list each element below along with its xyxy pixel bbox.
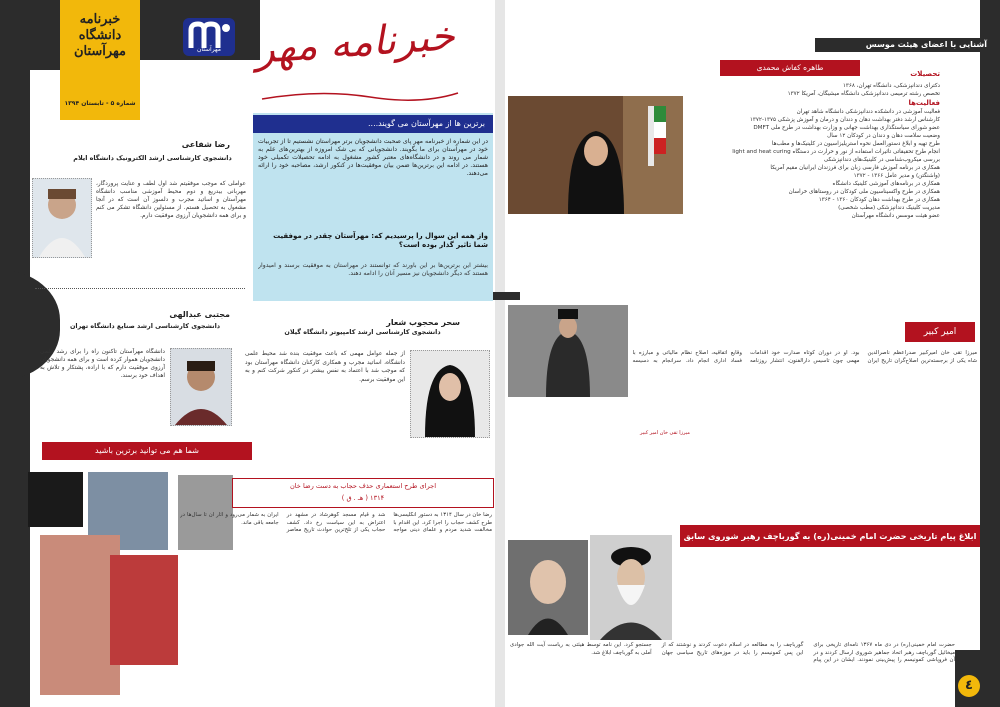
frame-right-edge <box>980 0 1000 707</box>
list-item: مدیریت کلینیک دندانپزشکی (مطب شخصی) <box>838 205 940 211</box>
faculty-photo <box>508 96 683 214</box>
list-item: بررسی میکروب‌شناسی در کلینیک‌های دندانپزشکی <box>823 157 940 163</box>
amir-title: امیر کبیر <box>905 322 975 342</box>
list-item: عضو شورای سیاستگذاری بهداشت جهانی و وزارت بهداشت در طرح ملی DMFT <box>753 125 940 131</box>
amir-photo <box>508 305 628 397</box>
imam-title: ابلاغ پیام تاریخی حضرت امام خمینی(ره) به گورباچف رهبر شوروی سابق <box>680 525 980 547</box>
list-item: (واشنگتن) و مدیر عامل ۱۳۶۶ - ۱۳۷۲ <box>853 173 940 179</box>
student-title: دانشجوی کارشناسی ارشد الکترونیک دانشگاه ایلام <box>73 154 232 162</box>
student-quote: عواملی که موجب موفقیتم شد اول لطف و عنایت پروردگار، مهربانی بیدریغ و دوم محیط آموزشی مناسب دانشگاه مهرآستان و اساتید مجرب و دلسوز آن است که در آنجا مشغول به تحصیل هستم. از مسئولین دانشگاه تشکر می کنم و برای همه دانشجویان آرزوی موفقیت دارم. <box>96 181 246 219</box>
list-item: تخصص رشته ترمیمی دندانپزشکی دانشگاه میشیگان، آمریکا ۱۳۷۲ <box>787 91 940 97</box>
edu-title: تحصیلات <box>910 70 940 78</box>
list-item: همکاری در طرح بهداشت دهان کودکان ۱۳۶۰ - ۱۳۶۴ <box>818 197 940 203</box>
faculty-section-title: آشنایی با اعضای هیئت موسس <box>815 38 995 52</box>
student-quote: دانشگاه مهرآستان تاکنون راه را برای رشد علمی دانشجویان هموار کرده است و برای همه دانشجویان آرزوی موفقیت دارم که با اراده، پشتکار و تلاش به اهداف خود برسند. <box>40 349 165 379</box>
list-item: همکاری در برنامه‌های آموزشی کلینیک دانشگاه <box>832 181 940 187</box>
list-item: انجام طرح تحقیقاتی تاثیرات استفاده از نور و حرارت در دستگاه light and heat curing <box>732 149 940 155</box>
list-item: وضعیت سلامت دهان و دندان در کودکان ۱۲ سال <box>827 133 940 139</box>
logo-text: مهرآستان <box>196 46 222 53</box>
student-name: رضا شفاعی <box>181 140 230 149</box>
news-body: رضا خان در سال ۱۳۱۴ به دستور انگلیسی‌ها طرح کشف حجاب را اجرا کرد. این اقدام با مخالفت شدید مردم و علمای دینی مواجه شد و قیام مسجد گوهرشاد در مشهد در اعتراض به این سیاست رخ داد. کشف حجاب یکی از تلخ‌ترین حوادث تاریخ معاصر ایران به شمار می‌رود و آثار آن تا سال‌ها در جامعه باقی ماند. <box>180 512 492 533</box>
news-date: ۱۳۱۴ ( هـ . ق ) <box>341 494 385 502</box>
masthead-issue: شماره ۵ - تابستان ۱۳۹۴ <box>64 100 136 107</box>
student-photo <box>410 350 490 438</box>
page-number: ٤ <box>965 678 973 693</box>
list-item: دکترای دندانپزشکی، دانشگاه تهران، ۱۳۶۸ <box>842 83 940 89</box>
faculty-list <box>690 82 940 272</box>
collage-image <box>40 535 120 695</box>
cta-banner: شما هم می توانید برترین باشید <box>42 442 252 460</box>
intro-body: در این شماره از خبرنامه مهر پای صحبت دانشجویان برتر مهرآستان نشستیم تا از تجربیات خود در مهرآستان برای ما بگویند. دانشجویانی که بی شک امروزه از بهترین‌های علم به شمار می روند و در دانشگاه‌های معتبر کشور مشغول به ادامه تحصیلات تکمیلی خود هستند. در ادامه این برترین‌ها ضمن بیان موفقیت‌ها در کنکور ارشد، مصاحبه خود را ارائه می‌دهند. <box>258 138 488 177</box>
amir-caption: میرزا تقی خان امیر کبیر <box>640 430 690 436</box>
imam-body: حضرت امام خمینی(ره) در دی ماه ۱۳۶۷ نامه‌ای تاریخی برای میخائیل گورباچف رهبر اتحاد جماهیر شوروی ارسال کردند و در آن فروپاشی کمونیسم را پیش‌بینی نمودند. ایشان در این پیام گورباچف را به مطالعه در اسلام دعوت کردند و نوشتند که از این پس کمونیسم را باید در موزه‌های تاریخ سیاسی جهان جستجو کرد. این نامه توسط هیئتی به ریاست آیت الله جوادی آملی به گورباچف ابلاغ شد. <box>510 642 955 664</box>
divider <box>35 288 245 289</box>
intro-header: برترین ها از مهرآستان می گویند.... <box>253 115 493 133</box>
list-item: عضو هیئت موسس دانشگاه مهرآستان <box>851 213 940 219</box>
student-quote: از جمله عوامل مهمی که باعث موفقیت بنده شد محیط علمی دانشگاه، اساتید مجرب و همکاری کارکنان دانشگاه مهرآستان بود که موجب شد با اعتماد به نفس بیشتر در کنکور شرکت کنم و به این موفقیت برسم. <box>245 351 405 383</box>
list-item: همکاری در برنامه آموزش فارسی زبان برای فرزندان ایرانیان مقیم آمریکا <box>770 165 940 171</box>
faculty-name: طاهره کفاش محمدی <box>720 60 860 76</box>
news-title: اجرای طرح استعماری حذف حجاب به دست رضا خان <box>289 482 437 490</box>
activities-title: فعالیت‌ها <box>908 99 940 107</box>
student-name: سحر محجوب شعار <box>386 318 460 327</box>
student-title: دانشجوی کارشناسی ارشد صنایع دانشگاه تهران <box>69 322 221 330</box>
list-item: فعالیت آموزشی در دانشکده دندانپزشکی دانشگاه شاهد تهران <box>796 109 940 115</box>
student-photo <box>170 348 232 426</box>
amir-body: میرزا تقی خان امیرکبیر صدراعظم ناصرالدین شاه یکی از برجسته‌ترین اصلاح‌گران تاریخ ایران بود. او در دوران کوتاه صدارت خود اقدامات مهمی چون تاسیس دارالفنون، انتشار روزنامه وقایع اتفاقیه، اصلاح نظام مالیاتی و مبارزه با فساد اداری انجام داد. سرانجام به دسیسه <box>632 350 977 364</box>
student-name: مجتبی عبدالهی <box>169 310 230 319</box>
collage-image <box>28 472 83 527</box>
list-item: کارشناس ارشد دفتر بهداشت دهان و دندان و درمان و آموزش پزشکی ۱۳۷۵-۱۳۷۲ <box>749 117 940 123</box>
student-title: دانشجوی کارشناسی ارشد کامپیوتر دانشگاه گیلان <box>284 328 441 336</box>
script-title-flourish <box>260 88 460 102</box>
list-item: طرح تهیه و ابلاغ دستورالعمل نحوه استریلیزاسیون در کلینیک‌ها و مطب‌ها <box>771 141 940 147</box>
frame-center-band <box>495 0 505 707</box>
intro-question: واز همه این سوال را پرسیدیم که: مهرآستان چقدر در موفقیت شما تاثیر گذار بوده است؟ <box>273 232 488 249</box>
masthead-vertical-title: خبرنامه دانشگاه مهرآستان <box>73 12 127 59</box>
script-title: خبرنامه مهر <box>253 13 457 73</box>
collage-image <box>110 555 178 665</box>
intro-answer: بیشتر این برترین‌ها بر این باورند که توانستند در مهرآستان به موفقیت برسند و امیدوار هستند که دیگر دانشجویان نیز مسیر آنان را ادامه دهند. <box>258 262 488 277</box>
list-item: همکاری در طرح واکسیناسیون ملی کودکان در روستاهای خراسان <box>788 189 940 195</box>
student-photo <box>32 178 92 258</box>
